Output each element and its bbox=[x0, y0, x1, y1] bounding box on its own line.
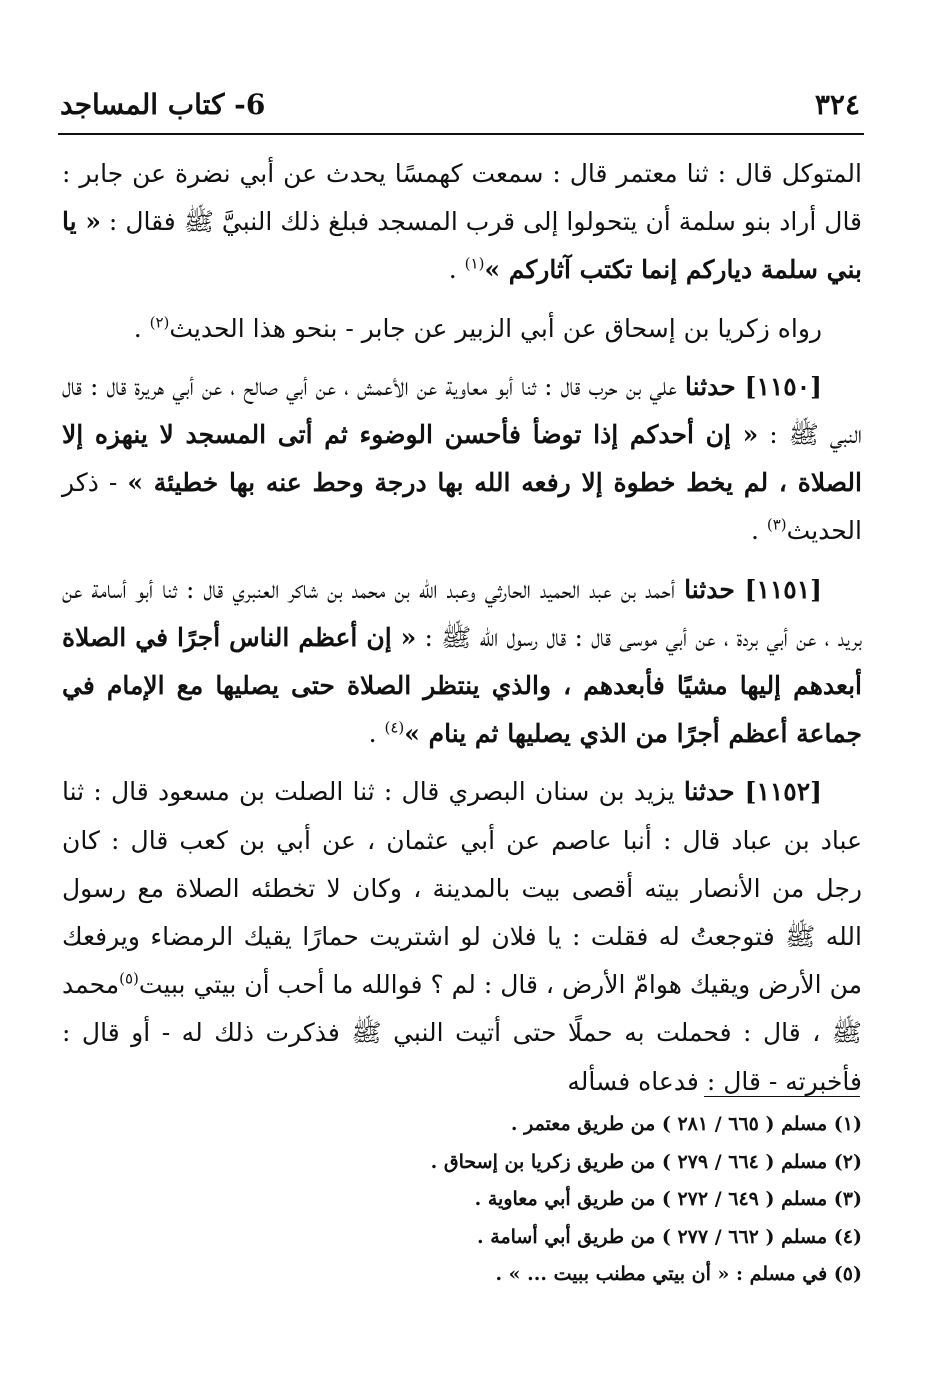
text-run: . bbox=[448, 255, 465, 285]
footnote-marker: (٤) bbox=[384, 718, 405, 737]
bold-text: « يا بني سلمة دياركم إنما تكتب آثاركم » bbox=[62, 207, 862, 285]
text-run: أحمد بن عبد الحميد الحارثي وعبد الله بن محمد بن شاكر العنبري قال : ثنا أبو أسامة عن بريد ، عن أبي بردة ، عن أبي موسى قال : قال رسول الله ﷺ : bbox=[62, 574, 863, 652]
bold-text: [١١٥٠] حدثنا bbox=[685, 371, 823, 401]
header-rule bbox=[58, 133, 864, 135]
text-run: علي بن حرب قال : ثنا أبو معاوية عن الأعمش ، عن أبي صالح ، عن أبي هريرة قال : قال النبي ﷺ : bbox=[62, 371, 862, 450]
page-header bbox=[60, 84, 860, 128]
paragraph bbox=[62, 363, 862, 556]
chapter-title: 6- كتاب المساجد bbox=[60, 88, 266, 121]
text-run: يزيد بن سنان البصري قال : ثنا الصلت بن مسعود قال : ثنا عباد بن عباد قال : أنبا عاصم عن أبي عثمان ، عن أبي بن كعب قال : كان رجل من الأنصار بيته أقصى بيت بالمدينة ، وكان لا تخطئه الصلاة مع رسول الله ﷺ فتوجعتُ له فقلت : يا فلان لو اشتريت حمارًا يقيك الرمضاء ويرفعك من الأرض ويقيك هوامّ الأرض ، قال : لم ؟ فوالله ما أحب أن بيتي ببيت bbox=[62, 777, 862, 1000]
main-text bbox=[62, 150, 862, 1116]
page-number: ٣٢٤ bbox=[814, 88, 860, 121]
text-run: المتوكل قال : ثنا معتمر قال : سمعت كهمسًا يحدث عن أبي نضرة عن جابر : قال أراد بنو سلمة أن يتحولوا إلى قرب المسجد فبلغ ذلك النبيَّ ﷺ فقال : bbox=[62, 159, 863, 237]
text-run: . bbox=[750, 516, 767, 546]
footnote-marker: (٣) bbox=[766, 516, 787, 535]
footnote: (٤) مسلم ( ٦٦٢ / ٢٧٧ ) من طريق أبي أسامة . bbox=[477, 1225, 862, 1248]
footnote-rule bbox=[704, 1096, 860, 1097]
footnote: (٥) في مسلم : « أن بيتي مطنب ببيت ... » . bbox=[495, 1263, 862, 1285]
paragraph bbox=[62, 150, 862, 295]
text-run: رواه زكريا بن إسحاق عن أبي الزبير عن جابر - بنحو هذا الحديث bbox=[169, 313, 822, 343]
text-run: - ذكر الحديث bbox=[62, 468, 862, 546]
footnote: (٢) مسلم ( ٦٦٤ / ٢٧٩ ) من طريق زكريا بن إسحاق . bbox=[430, 1150, 862, 1173]
paragraph bbox=[62, 305, 862, 353]
bold-text: « إن أعظم الناس أجرًا في الصلاة أبعدهم إليها مشيًا فأبعدهم ، والذي ينتظر الصلاة حتى يصليها مع الإمام في جماعة أعظم أجرًا من الذي يصليها ثم ينام » bbox=[62, 622, 862, 749]
footnote-marker: (١) bbox=[464, 255, 485, 274]
footnote-marker: (٢) bbox=[149, 313, 170, 332]
footnote: (٣) مسلم ( ٦٤٩ / ٢٧٢ ) من طريق أبي معاوية . bbox=[474, 1188, 862, 1210]
paragraph bbox=[62, 768, 862, 1105]
footnote-marker: (٥) bbox=[119, 969, 139, 988]
text-run: . bbox=[133, 313, 150, 343]
bold-text: [١١٥١] حدثنا bbox=[684, 574, 822, 604]
footnotes bbox=[62, 1106, 862, 1294]
footnote: (١) مسلم ( ٦٦٥ / ٢٨١ ) من طريق معتمر . bbox=[510, 1113, 862, 1135]
bold-text: [١١٥٢] حدثنا bbox=[683, 777, 823, 807]
text-run: . bbox=[368, 719, 385, 749]
paragraph bbox=[62, 566, 862, 759]
bold-text: « إن أحدكم إذا توضأ فأحسن الوضوء ثم أتى المسجد لا ينهزه إلا الصلاة ، لم يخط خطوة إلا رفعه الله بها درجة وحط عنه بها خطيئة » bbox=[62, 420, 862, 498]
text-run: محمد ﷺ ، قال : فحملت به حملًا حتى أتيت النبي ﷺ فذكرت ذلك له - أو قال : فأخبرته - قال : فدعاه فسأله bbox=[62, 970, 862, 1096]
